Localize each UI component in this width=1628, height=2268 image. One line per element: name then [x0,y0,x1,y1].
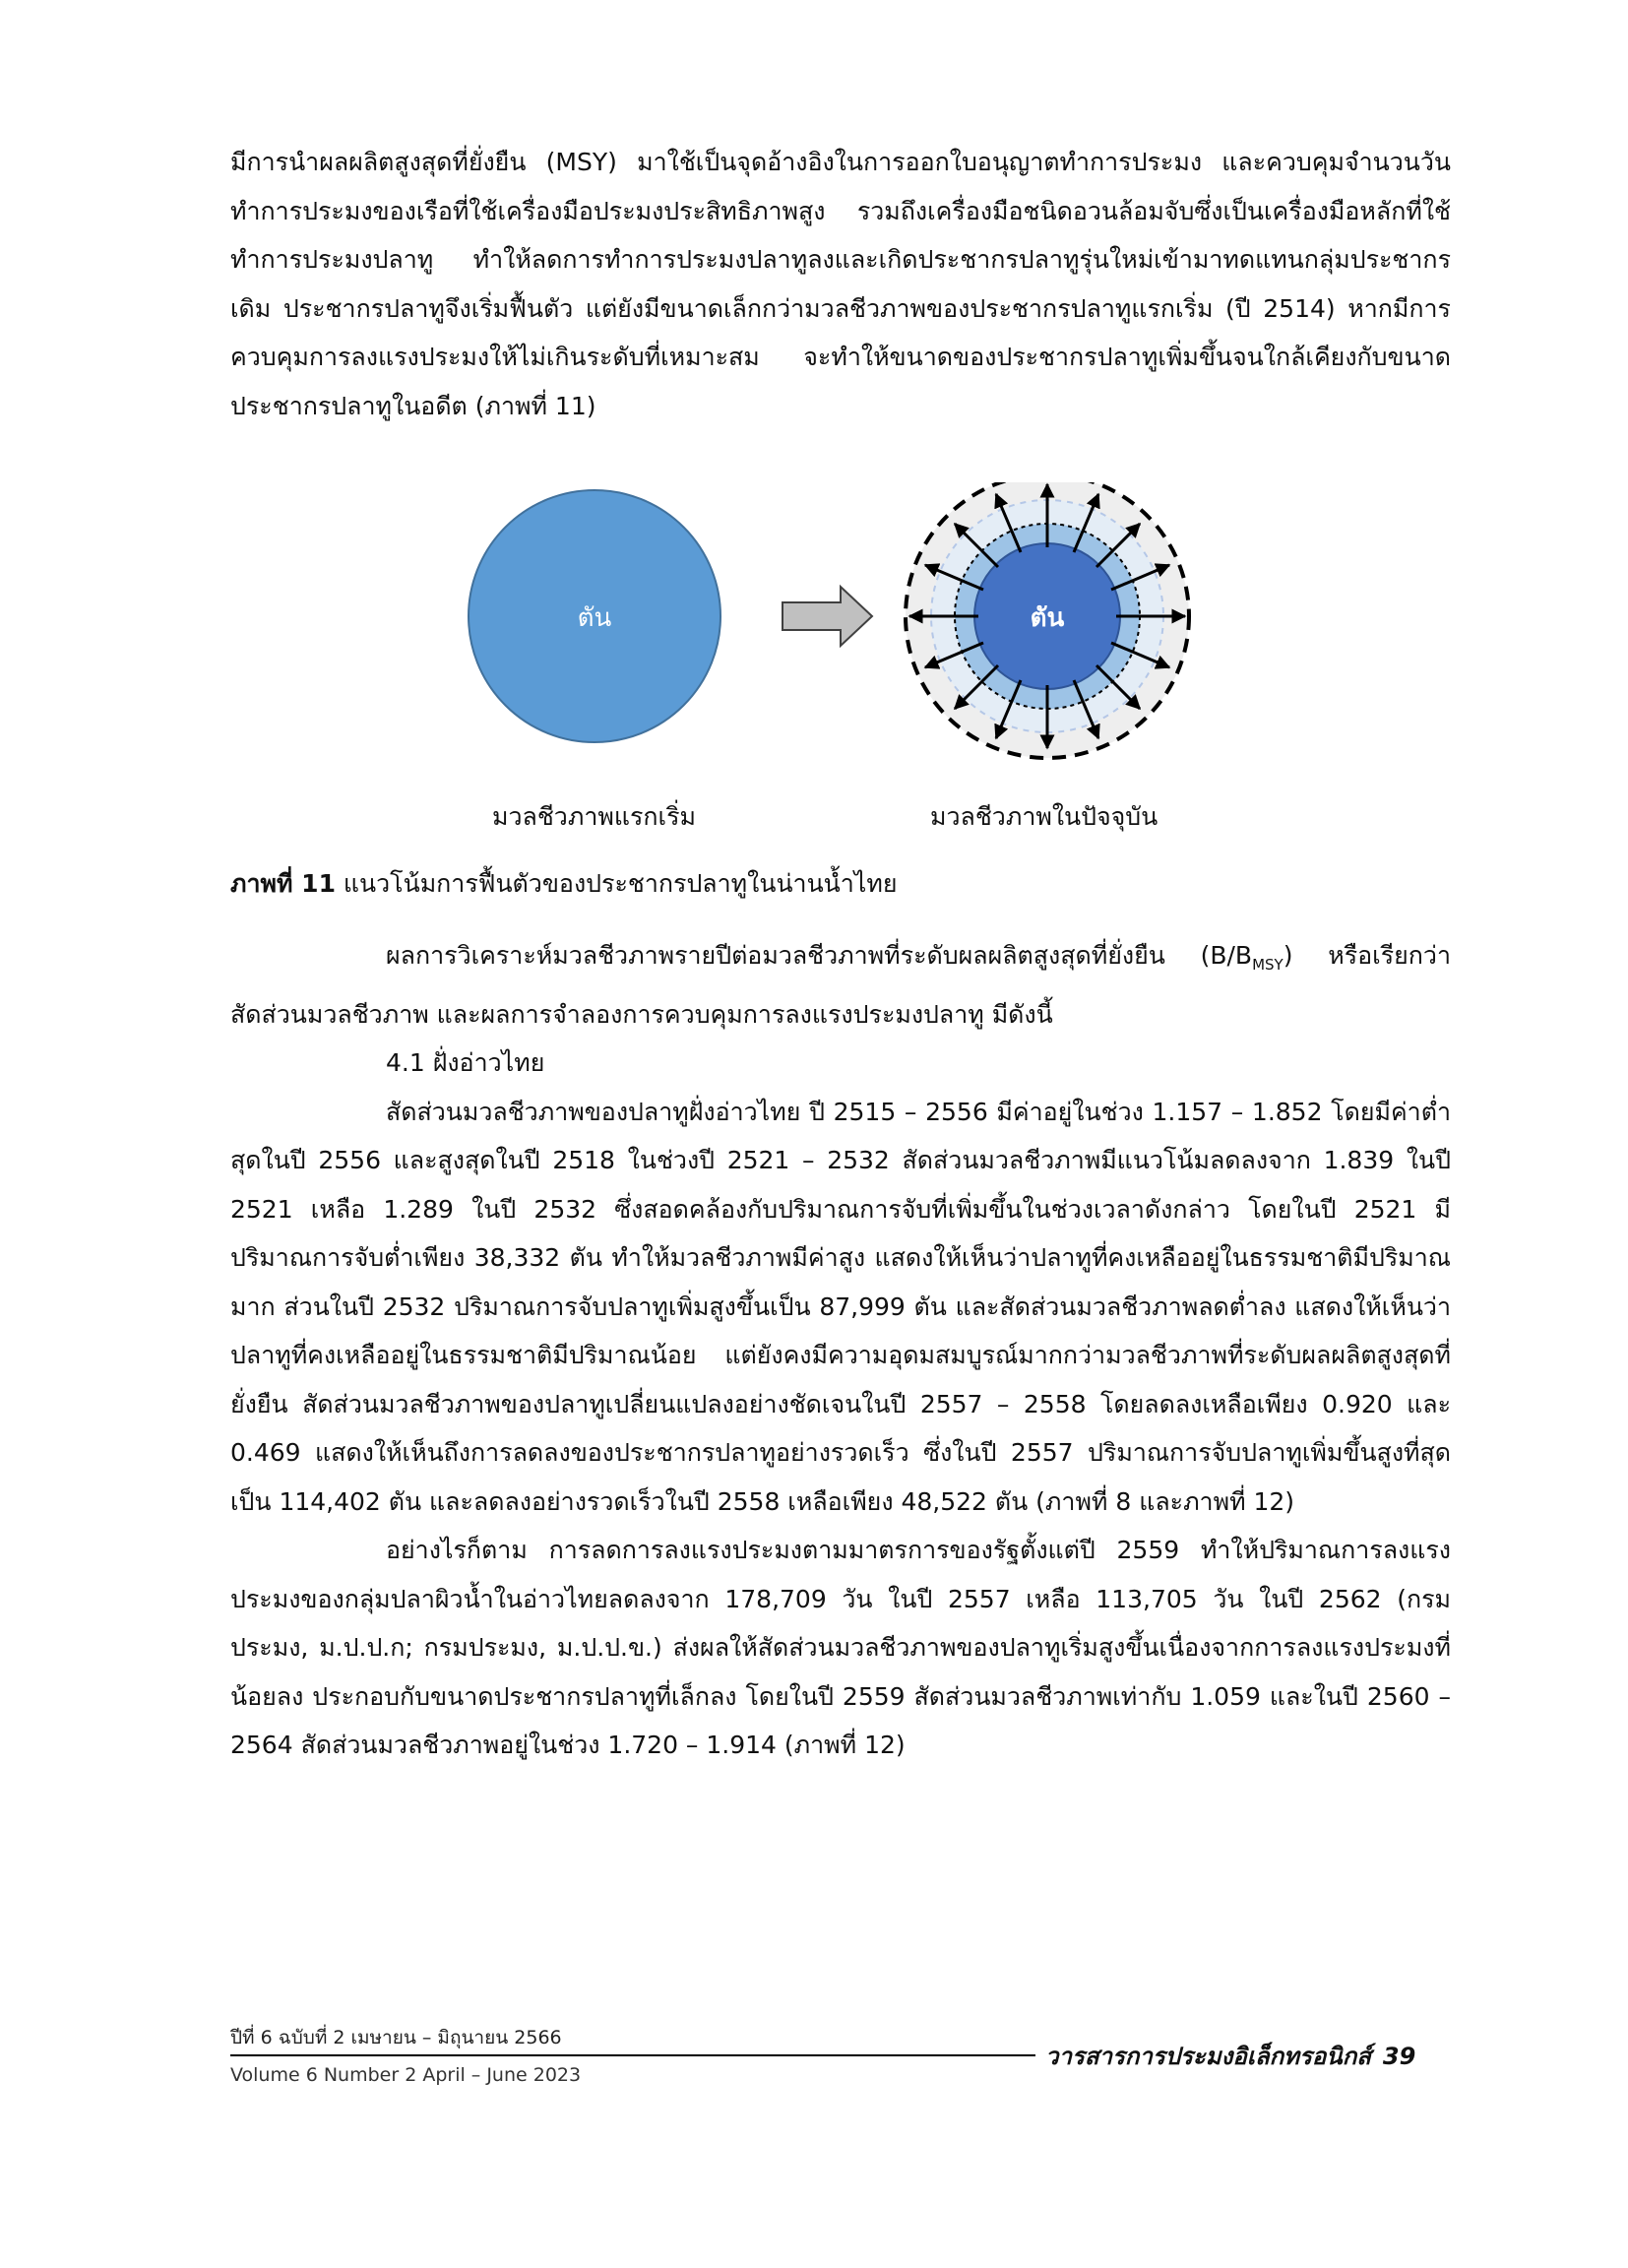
ratio-subscript: MSY [1252,956,1284,974]
caption-label: ภาพที่ 11 [230,869,336,898]
paragraph-biomass-ratio [230,931,1451,1039]
footer-journal [1045,2037,1415,2075]
current-biomass-unit: ตัน [1030,603,1065,633]
transition-arrow [783,587,872,646]
figure-11 [433,482,1211,837]
figure-caption [230,864,898,904]
figure-11-diagram [433,482,1211,797]
initial-biomass-unit: ตัน [577,603,612,633]
ratio-text-a: ผลการวิเคราะห์มวลชีวภาพรายปีต่อมวลชีวภาพที่ระดับผลผลิตสูงสุดที่ยั่งยืน (B/B [386,941,1253,970]
footer-issue-en: Volume 6 Number 2 April – June 2023 [230,2064,582,2086]
ratio-text-b: ) หรือเรียกว่าสัดส่วนมวลชีวภาพ และผลการจำลองการควบคุมการลงแรงประมงปลาทู มีดังนี้ [230,941,1451,1029]
paragraph-msy: มีการนำผลผลิตสูงสุดที่ยั่งยืน (MSY) มาใช้เป็นจุดอ้างอิงในการออกใบอนุญาตทำการประมง และควบคุมจำนวนวันทำการประมงของเรือที่ใช้เครื่องมือประมงประสิทธิภาพสูง รวมถึงเครื่องมือชนิดอวนล้อมจับซึ่งเป็นเครื่องมือหลักที่ใช้ทำการประมงปลาทู ทำให้ลดการทำการประมงปลาทูลงและเกิดประชากรปลาทูรุ่นใหม่เข้ามาทดแทนกลุ่มประชากรเดิม ประชากรปลาทูจึงเริ่มฟื้นตัว แต่ยังมีขนาดเล็กกว่ามวลชีวภาพของประชากรปลาทูแรกเริ่ม (ปี 2514) หากมีการควบคุมการลงแรงประมงให้ไม่เกินระดับที่เหมาะสม จะทำให้ขนาดของประชากรปลาทูเพิ่มขึ้นจนใกล้เคียงกับขนาดประชากรปลาทูในอดีต (ภาพที่ 11) [230,148,1451,420]
current-biomass-label: มวลชีวภาพในปัจจุบัน [930,802,1158,831]
caption-text: แนวโน้มการฟื้นตัวของประชากรปลาทูในน่านน้ำไทย [335,869,898,898]
section-heading: 4.1 ฝั่งอ่าวไทย [386,1048,545,1077]
page-number: 39 [1382,2043,1416,2070]
journal-name: วารสารการประมงอิเล็กทรอนิกส์ [1045,2043,1371,2070]
paragraph-effort-reduction: อย่างไรก็ตาม การลดการลงแรงประมงตามมาตรการของรัฐตั้งแต่ปี 2559 ทำให้ปริมาณการลงแรงประมงของกลุ่มปลาผิวน้ำในอ่าวไทยลดลงจาก 178,709 วัน ในปี 2557 เหลือ 113,705 วัน ในปี 2562 (กรมประมง, ม.ป.ป.ก; กรมประมง, ม.ป.ป.ข.) ส่งผลให้สัดส่วนมวลชีวภาพของปลาทูเริ่มสูงขึ้นเนื่องจากการลงแรงประมงที่น้อยลง ประกอบกับขนาดประชากรปลาทูที่เล็กลง โดยในปี 2559 สัดส่วนมวลชีวภาพเท่ากับ 1.059 และในปี 2560 – 2564 สัดส่วนมวลชีวภาพอยู่ในช่วง 1.720 – 1.914 (ภาพที่ 12) [230,1536,1451,1759]
footer-rule [230,2054,1035,2056]
paragraph-gulf-of-thailand: สัดส่วนมวลชีวภาพของปลาทูฝั่งอ่าวไทย ปี 2515 – 2556 มีค่าอยู่ในช่วง 1.157 – 1.852 โดยมีค่าต่ำสุดในปี 2556 และสูงสุดในปี 2518 ในช่วงปี 2521 – 2532 สัดส่วนมวลชีวภาพมีแนวโน้มลดลงจาก 1.839 ในปี 2521 เหลือ 1.289 ในปี 2532 ซึ่งสอดคล้องกับปริมาณการจับที่เพิ่มขึ้นในช่วงเวลาดังกล่าว โดยในปี 2521 มีปริมาณการจับต่ำเพียง 38,332 ตัน ทำให้มวลชีวภาพมีค่าสูง แสดงให้เห็นว่าปลาทูที่คงเหลืออยู่ในธรรมชาติมีปริมาณมาก ส่วนในปี 2532 ปริมาณการจับปลาทูเพิ่มสูงขึ้นเป็น 87,999 ตัน และสัดส่วนมวลชีวภาพลดต่ำลง แสดงให้เห็นว่า ปลาทูที่คงเหลืออยู่ในธรรมชาติมีปริมาณน้อย แต่ยังคงมีความอุดมสมบูรณ์มากกว่ามวลชีวภาพที่ระดับผลผลิตสูงสุดที่ยั่งยืน สัดส่วนมวลชีวภาพของปลาทูเปลี่ยนแปลงอย่างชัดเจนในปี 2557 – 2558 โดยลดลงเหลือเพียง 0.920 และ 0.469 แสดงให้เห็นถึงการลดลงของประชากรปลาทูอย่างรวดเร็ว ซึ่งในปี 2557 ปริมาณการจับปลาทูเพิ่มขึ้นสูงที่สุดเป็น 114,402 ตัน และลดลงอย่างรวดเร็วในปี 2558 เหลือเพียง 48,522 ตัน (ภาพที่ 8 และภาพที่ 12) [230,1097,1451,1516]
footer-issue-th: ปีที่ 6 ฉบับที่ 2 เมษายน – มิถุนายน 2566 [230,2027,562,2048]
body-top [230,138,1451,430]
body-bottom [230,931,1451,1770]
initial-biomass-label: มวลชีวภาพแรกเริ่ม [492,802,696,831]
